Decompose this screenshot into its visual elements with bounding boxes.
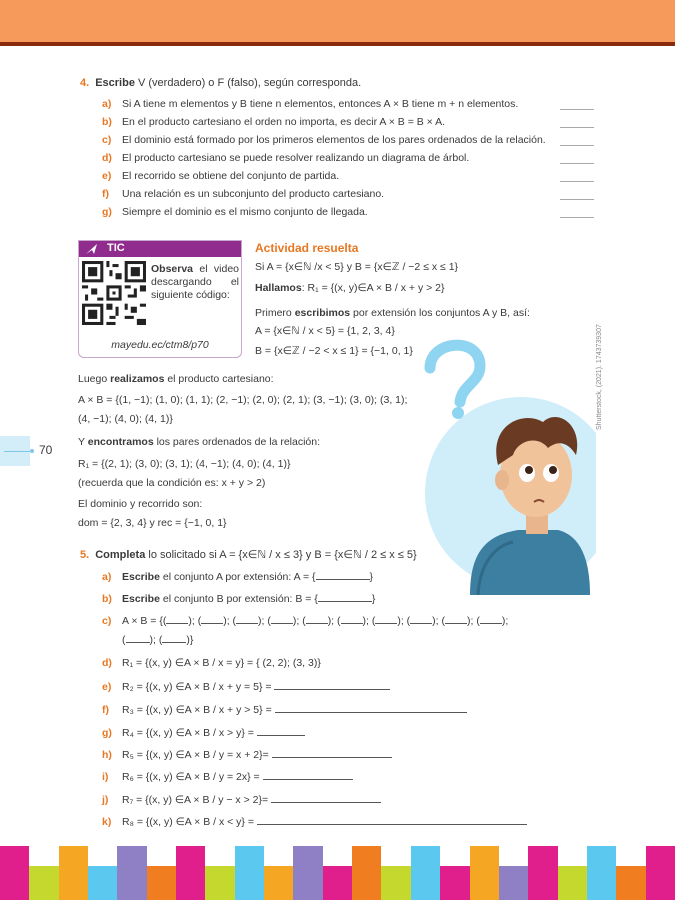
q4-item-c: c) El dominio está formado por los primeros elementos de los pares ordenados de la relación.	[102, 134, 546, 146]
q5-item-e: e) R₂ = {(x, y) ∈A × B / x + y = 5} =	[102, 680, 390, 693]
activity-line-4: A = {x∈ℕ / x < 5} = {1, 2, 3, 4}	[255, 325, 395, 337]
r3-answer-blank[interactable]	[275, 703, 467, 713]
activity-line-13: dom = {2, 3, 4} y rec = {−1, 0, 1}	[78, 517, 227, 529]
activity-line-5: B = {x∈ℤ / −2 < x ≤ 1} = {−1, 0, 1}	[255, 345, 413, 357]
tic-header	[79, 241, 241, 257]
strip-block	[147, 866, 176, 900]
q4-item-b: b) En el producto cartesiano el orden no importa, es decir A × B = B × A.	[102, 116, 446, 128]
q5-item-k: k) R₈ = {(x, y) ∈A × B / x < y} =	[102, 815, 527, 828]
activity-line-7: A × B = {(1, −1); (1, 0); (1, 1); (2, −1); (2, 0); (2, 1); (3, −1); (3, 0); (3, 1);	[78, 394, 408, 406]
tic-box	[78, 240, 242, 358]
strip-block	[411, 846, 440, 900]
answer-blank-b[interactable]	[560, 127, 594, 128]
q5-item-h: h) R₅ = {(x, y) ∈A × B / y = x + 2}=	[102, 748, 392, 761]
tic-url[interactable]: mayedu.ec/ctm8/p70	[111, 339, 209, 351]
question-number: 4.	[80, 77, 90, 89]
q5-item-d: d) R₁ = {(x, y) ∈A × B / x = y} = { (2, 2); (3, 3)}	[102, 657, 321, 669]
strip-block	[558, 866, 587, 900]
activity-line-2: Hallamos: R₁ = {(x, y)∈A × B / x + y > 2}	[255, 282, 445, 294]
answer-blank-a[interactable]	[560, 109, 594, 110]
strip-block	[352, 846, 381, 900]
question-verb: Escribe	[95, 77, 135, 89]
q5-item-c: c) A × B = {( ); ( ); ( ); ( ); ( ); ( ); ( ); ( ); ( ); ( );	[102, 615, 509, 627]
activity-line-8: (4, −1); (4, 0); (4, 1)}	[78, 413, 173, 425]
q5-item-b: b) Escribe el conjunto B por extensión: B = { }	[102, 593, 376, 605]
strip-block	[293, 846, 322, 900]
set-b-blank[interactable]	[318, 592, 372, 602]
strip-block	[440, 866, 469, 900]
q4-item-d: d) El producto cartesiano se puede resolver realizando un diagrama de árbol.	[102, 152, 470, 164]
page-number-rule	[4, 451, 32, 452]
strip-block	[616, 866, 645, 900]
strip-block	[29, 866, 58, 900]
strip-block	[323, 866, 352, 900]
question-verb: Completa	[95, 549, 146, 561]
question-number: 5.	[80, 549, 90, 561]
image-credit: Shutterstock, (2021). 1743739307	[596, 324, 603, 430]
strip-block	[88, 866, 117, 900]
activity-line-3: Primero escribimos por extensión los conjuntos A y B, así:	[255, 307, 530, 319]
page-number: 70	[39, 443, 53, 457]
answer-blank-f[interactable]	[560, 199, 594, 200]
activity-title: Actividad resuelta	[255, 241, 359, 255]
decorative-color-strip	[0, 846, 675, 900]
q4-item-f: f) Una relación es un subconjunto del producto cartesiano.	[102, 188, 385, 200]
question-4-heading	[80, 77, 361, 89]
r5-answer-blank[interactable]	[272, 748, 392, 758]
tic-instructions: Observa el video descargando el siguiente código:	[151, 263, 239, 301]
set-a-blank[interactable]	[316, 570, 370, 580]
activity-line-12: El dominio y recorrido son:	[78, 498, 203, 510]
question-5-heading	[80, 548, 417, 561]
r2-answer-blank[interactable]	[274, 680, 390, 690]
q5-item-j: j) R₇ = {(x, y) ∈A × B / y − x > 2}=	[102, 793, 381, 806]
strip-block	[470, 846, 499, 900]
strip-block	[176, 846, 205, 900]
question-mark-icon	[430, 345, 480, 419]
question-text: V (verdadero) o F (falso), según corresponda.	[134, 77, 362, 89]
q5-item-a: a) Escribe el conjunto A por extensión: A = { }	[102, 571, 374, 583]
strip-block	[528, 846, 557, 900]
q5-item-c-continued: ( ); ( )}	[122, 634, 194, 646]
answer-blank-c[interactable]	[560, 145, 594, 146]
strip-block	[59, 846, 88, 900]
tic-title: TIC	[107, 242, 125, 254]
answer-blank-g[interactable]	[560, 217, 594, 218]
r4-answer-blank[interactable]	[257, 726, 305, 736]
strip-block	[646, 846, 675, 900]
q5-item-g: g) R₄ = {(x, y) ∈A × B / x > y} =	[102, 726, 305, 739]
activity-line-11: (recuerda que la condición es: x + y > 2)	[78, 477, 266, 489]
header-band	[0, 0, 675, 42]
question-text: lo solicitado si A = {x∈ℕ / x ≤ 3} y B = {x∈ℕ / 2 ≤ x ≤ 5}	[145, 549, 417, 561]
answer-blank-d[interactable]	[560, 163, 594, 164]
strip-block	[235, 846, 264, 900]
activity-line-10: R₁ = {(2, 1); (3, 0); (3, 1); (4, −1); (4, 0); (4, 1)}	[78, 458, 291, 470]
r7-answer-blank[interactable]	[271, 793, 381, 803]
ear	[495, 470, 509, 490]
q4-item-e: e) El recorrido se obtiene del conjunto de partida.	[102, 170, 340, 182]
strip-block	[264, 866, 293, 900]
strip-block	[587, 846, 616, 900]
activity-line-6: Luego realizamos el producto cartesiano:	[78, 373, 274, 385]
qr-code-icon[interactable]	[82, 261, 146, 325]
answer-blank-e[interactable]	[560, 181, 594, 182]
strip-block	[205, 866, 234, 900]
page-number-dot	[30, 449, 34, 453]
q5-item-i: i) R₆ = {(x, y) ∈A × B / y = 2x} =	[102, 770, 353, 783]
header-divider	[0, 42, 675, 46]
strip-block	[0, 846, 29, 900]
cursor-arrow-icon	[85, 243, 99, 255]
strip-block	[499, 866, 528, 900]
r8-answer-blank[interactable]	[257, 815, 527, 825]
strip-block	[381, 866, 410, 900]
r6-answer-blank[interactable]	[263, 770, 353, 780]
activity-line-1: Si A = {x∈ℕ /x < 5} y B = {x∈ℤ / −2 ≤ x ≤ 1}	[255, 261, 459, 273]
activity-line-9: Y encontramos los pares ordenados de la relación:	[78, 436, 321, 448]
strip-block	[117, 846, 146, 900]
q4-item-a: a) Si A tiene m elementos y B tiene n elementos, entonces A × B tiene m + n elementos.	[102, 98, 519, 110]
q5-item-f: f) R₃ = {(x, y) ∈A × B / x + y > 5} =	[102, 703, 467, 716]
thinking-boy-illustration	[418, 330, 596, 595]
q4-item-g: g) Siempre el dominio es el mismo conjunto de llegada.	[102, 206, 368, 218]
